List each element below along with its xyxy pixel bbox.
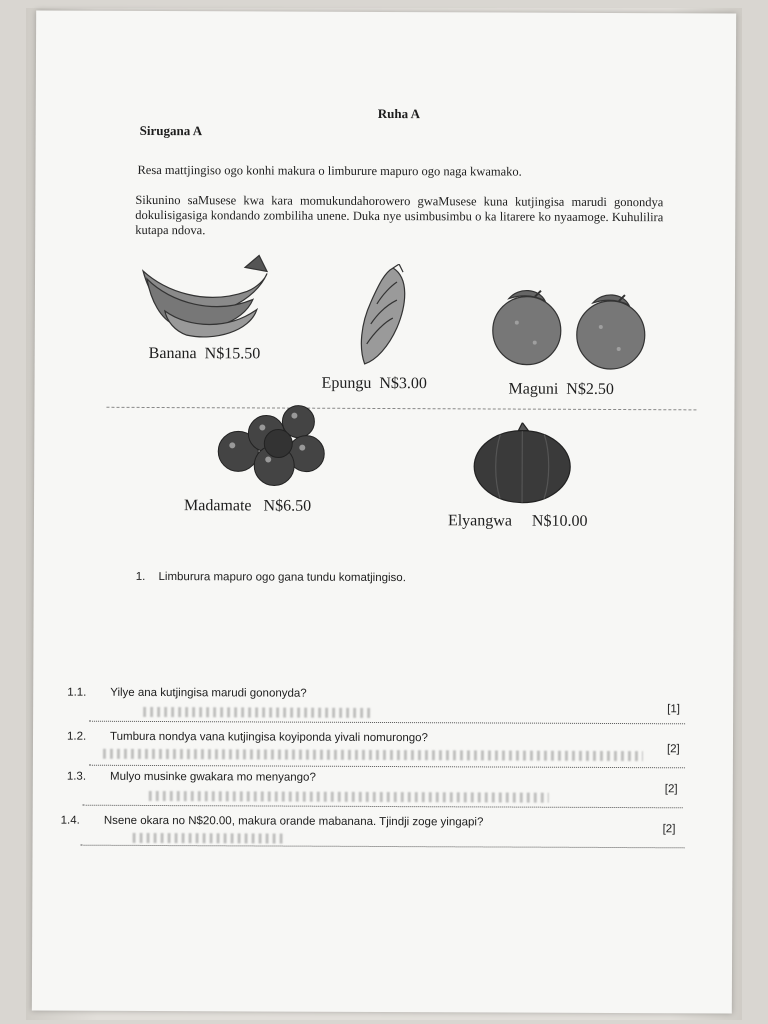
question-1 — [136, 571, 406, 584]
orange-icon — [489, 282, 649, 373]
subquestion-number: 1.4. — [60, 814, 80, 827]
instructions-text: Resa mattjingiso ogo konhi makura o limburure mapuro ogo naga kwamako. — [137, 162, 522, 179]
subquestion-text: Mulyo musinke gwakara mo menyango? — [110, 770, 316, 784]
page-title: Ruha A — [377, 105, 421, 122]
section-title: Sirugana A — [139, 122, 203, 139]
answer-line-1-2[interactable] — [89, 765, 685, 769]
subquestion-number: 1.3. — [66, 770, 87, 783]
fruit-label-maguni: Maguni N$2.50 — [508, 380, 614, 399]
fruit-label-madamate: Madamate N$6.50 — [183, 497, 312, 515]
fruit-label-epungu: Epungu N$3.00 — [321, 374, 427, 393]
handwritten-answer-1-4 — [133, 833, 283, 844]
handwritten-answer-1-2 — [103, 749, 643, 761]
handwritten-answer-1-3 — [149, 791, 549, 803]
subquestion-1-2 — [67, 731, 428, 745]
fruit-label-elyangwa: Elyangwa N$10.00 — [447, 512, 588, 530]
subquestion-text: Nsene okara no N$20.00, makura orande mabanana. Tjindji zoge yingapi? — [103, 814, 484, 829]
answer-line-1-4[interactable] — [81, 845, 685, 849]
fruit-label-banana: Banana N$15.50 — [148, 344, 261, 363]
question-text: Limburura mapuro ogo gana tundu komatjingiso. — [158, 571, 406, 585]
marks-1-3: [2] — [664, 783, 678, 796]
subquestion-text: Tumbura nondya vana kutjingisa koyiponda yivali nomurongo? — [109, 730, 428, 745]
marks-1-4: [2] — [662, 823, 676, 836]
answer-line-1-1[interactable] — [89, 721, 685, 725]
subquestion-text: Yilye ana kutjingisa marudi gononyda? — [110, 686, 307, 700]
subquestion-1-1 — [67, 687, 307, 700]
subquestion-number: 1.2. — [66, 730, 87, 743]
question-number: 1. — [135, 570, 146, 583]
worksheet-page — [32, 10, 736, 1013]
pumpkin-icon — [470, 422, 574, 504]
banana-icon — [135, 251, 275, 342]
dashed-divider — [106, 407, 696, 411]
marks-1-1: [1] — [667, 703, 680, 716]
tomatoes-icon — [216, 399, 328, 491]
story-paragraph: Sikunino saMusese kwa kara momukundahorowero gwaMusese kuna kutjingisa marudi gonondya dokulisigasiga kondando zombiliha unene. Duka nye usimbusimbu o ka litarere ko nyaamoge. Kuhulilira kutapa ndova. — [135, 192, 664, 238]
subquestion-1-4 — [61, 815, 484, 829]
corn-icon — [353, 264, 417, 368]
subquestion-number: 1.1. — [67, 686, 87, 699]
handwritten-answer-1-1 — [143, 707, 373, 718]
answer-line-1-3[interactable] — [83, 805, 683, 809]
marks-1-2: [2] — [666, 743, 680, 756]
subquestion-1-3 — [67, 771, 316, 784]
